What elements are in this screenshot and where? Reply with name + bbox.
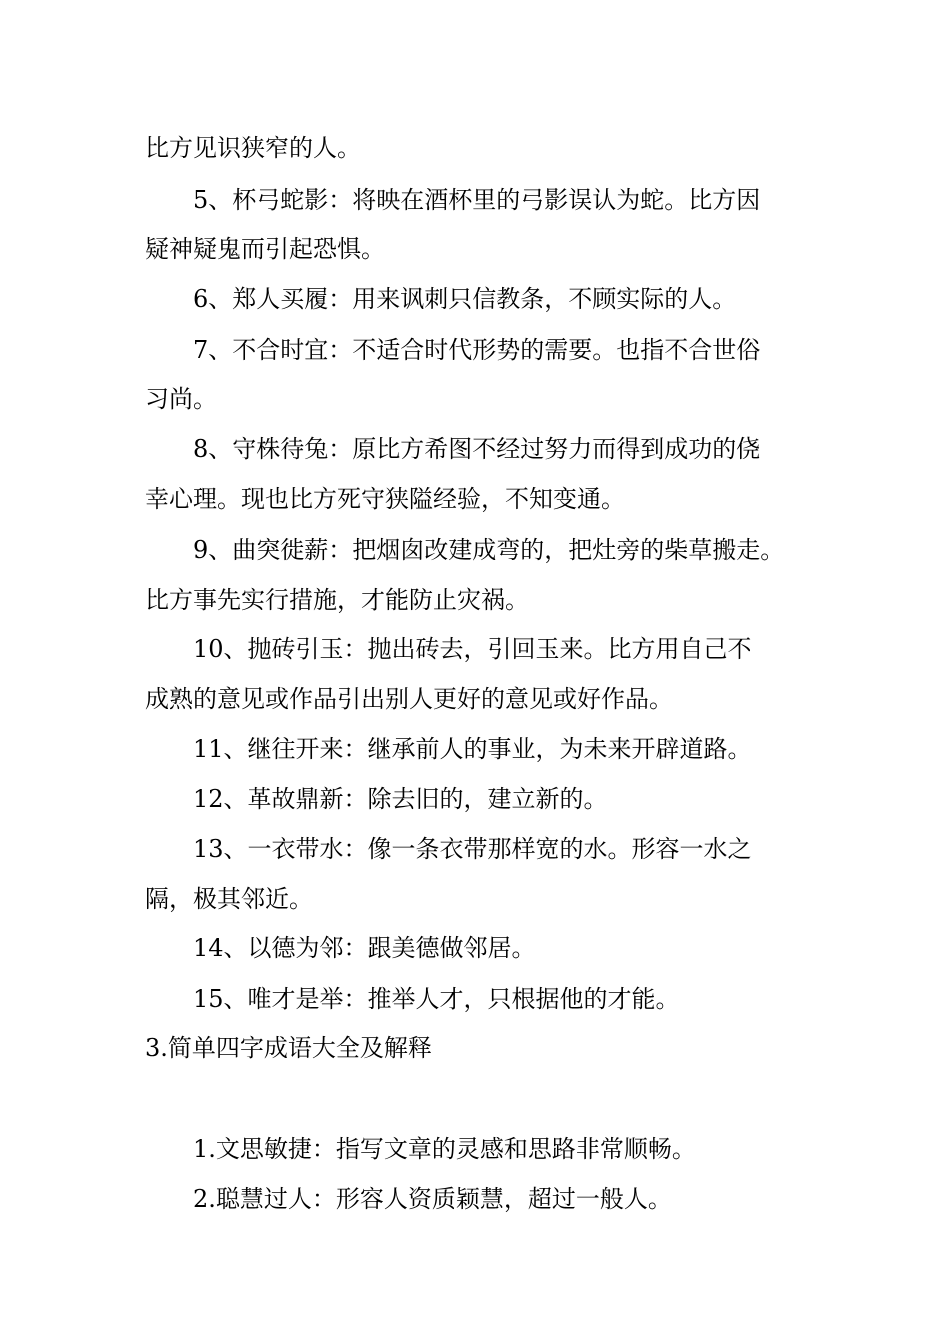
idiom-11: 11、继往开来：继承前人的事业，为未来开辟道路。 [193,735,752,763]
text-line: 疑神疑鬼而引起恐惧。 [145,235,385,263]
idiom-12: 12、革故鼎新：除去旧的，建立新的。 [193,785,608,813]
idiom-15: 15、唯才是举：推举人才，只根据他的才能。 [193,985,680,1013]
idiom-9: 9、曲突徙薪：把烟囱改建成弯的，把灶旁的柴草搬走。 [193,536,785,564]
simple-idiom-1: 1.文思敏捷：指写文章的灵感和思路非常顺畅。 [193,1135,696,1163]
idiom-5: 5、杯弓蛇影：将映在酒杯里的弓影误认为蛇。比方因 [193,186,761,214]
idiom-8: 8、守株待兔：原比方希图不经过努力而得到成功的侥 [193,435,761,463]
text-line: 成熟的意见或作品引出别人更好的意见或好作品。 [145,685,673,713]
text-line: 隔，极其邻近。 [145,885,313,913]
simple-idiom-2: 2.聪慧过人：形容人资质颖慧，超过一般人。 [193,1185,672,1213]
idiom-14: 14、以德为邻：跟美德做邻居。 [193,934,536,962]
section-heading: 3.简单四字成语大全及解释 [145,1034,432,1062]
idiom-10: 10、抛砖引玉：抛出砖去，引回玉来。比方用自己不 [193,635,752,663]
text-line: 幸心理。现也比方死守狭隘经验，不知变通。 [145,485,625,513]
idiom-6: 6、郑人买履：用来讽刺只信教条，不顾实际的人。 [193,285,737,313]
text-line: 习尚。 [145,385,217,413]
idiom-7: 7、不合时宜：不适合时代形势的需要。也指不合世俗 [193,336,761,364]
text-line: 比方见识狭窄的人。 [145,134,361,162]
idiom-13: 13、一衣带水：像一条衣带那样宽的水。形容一水之 [193,835,752,863]
text-line: 比方事先实行措施，才能防止灾祸。 [145,586,529,614]
